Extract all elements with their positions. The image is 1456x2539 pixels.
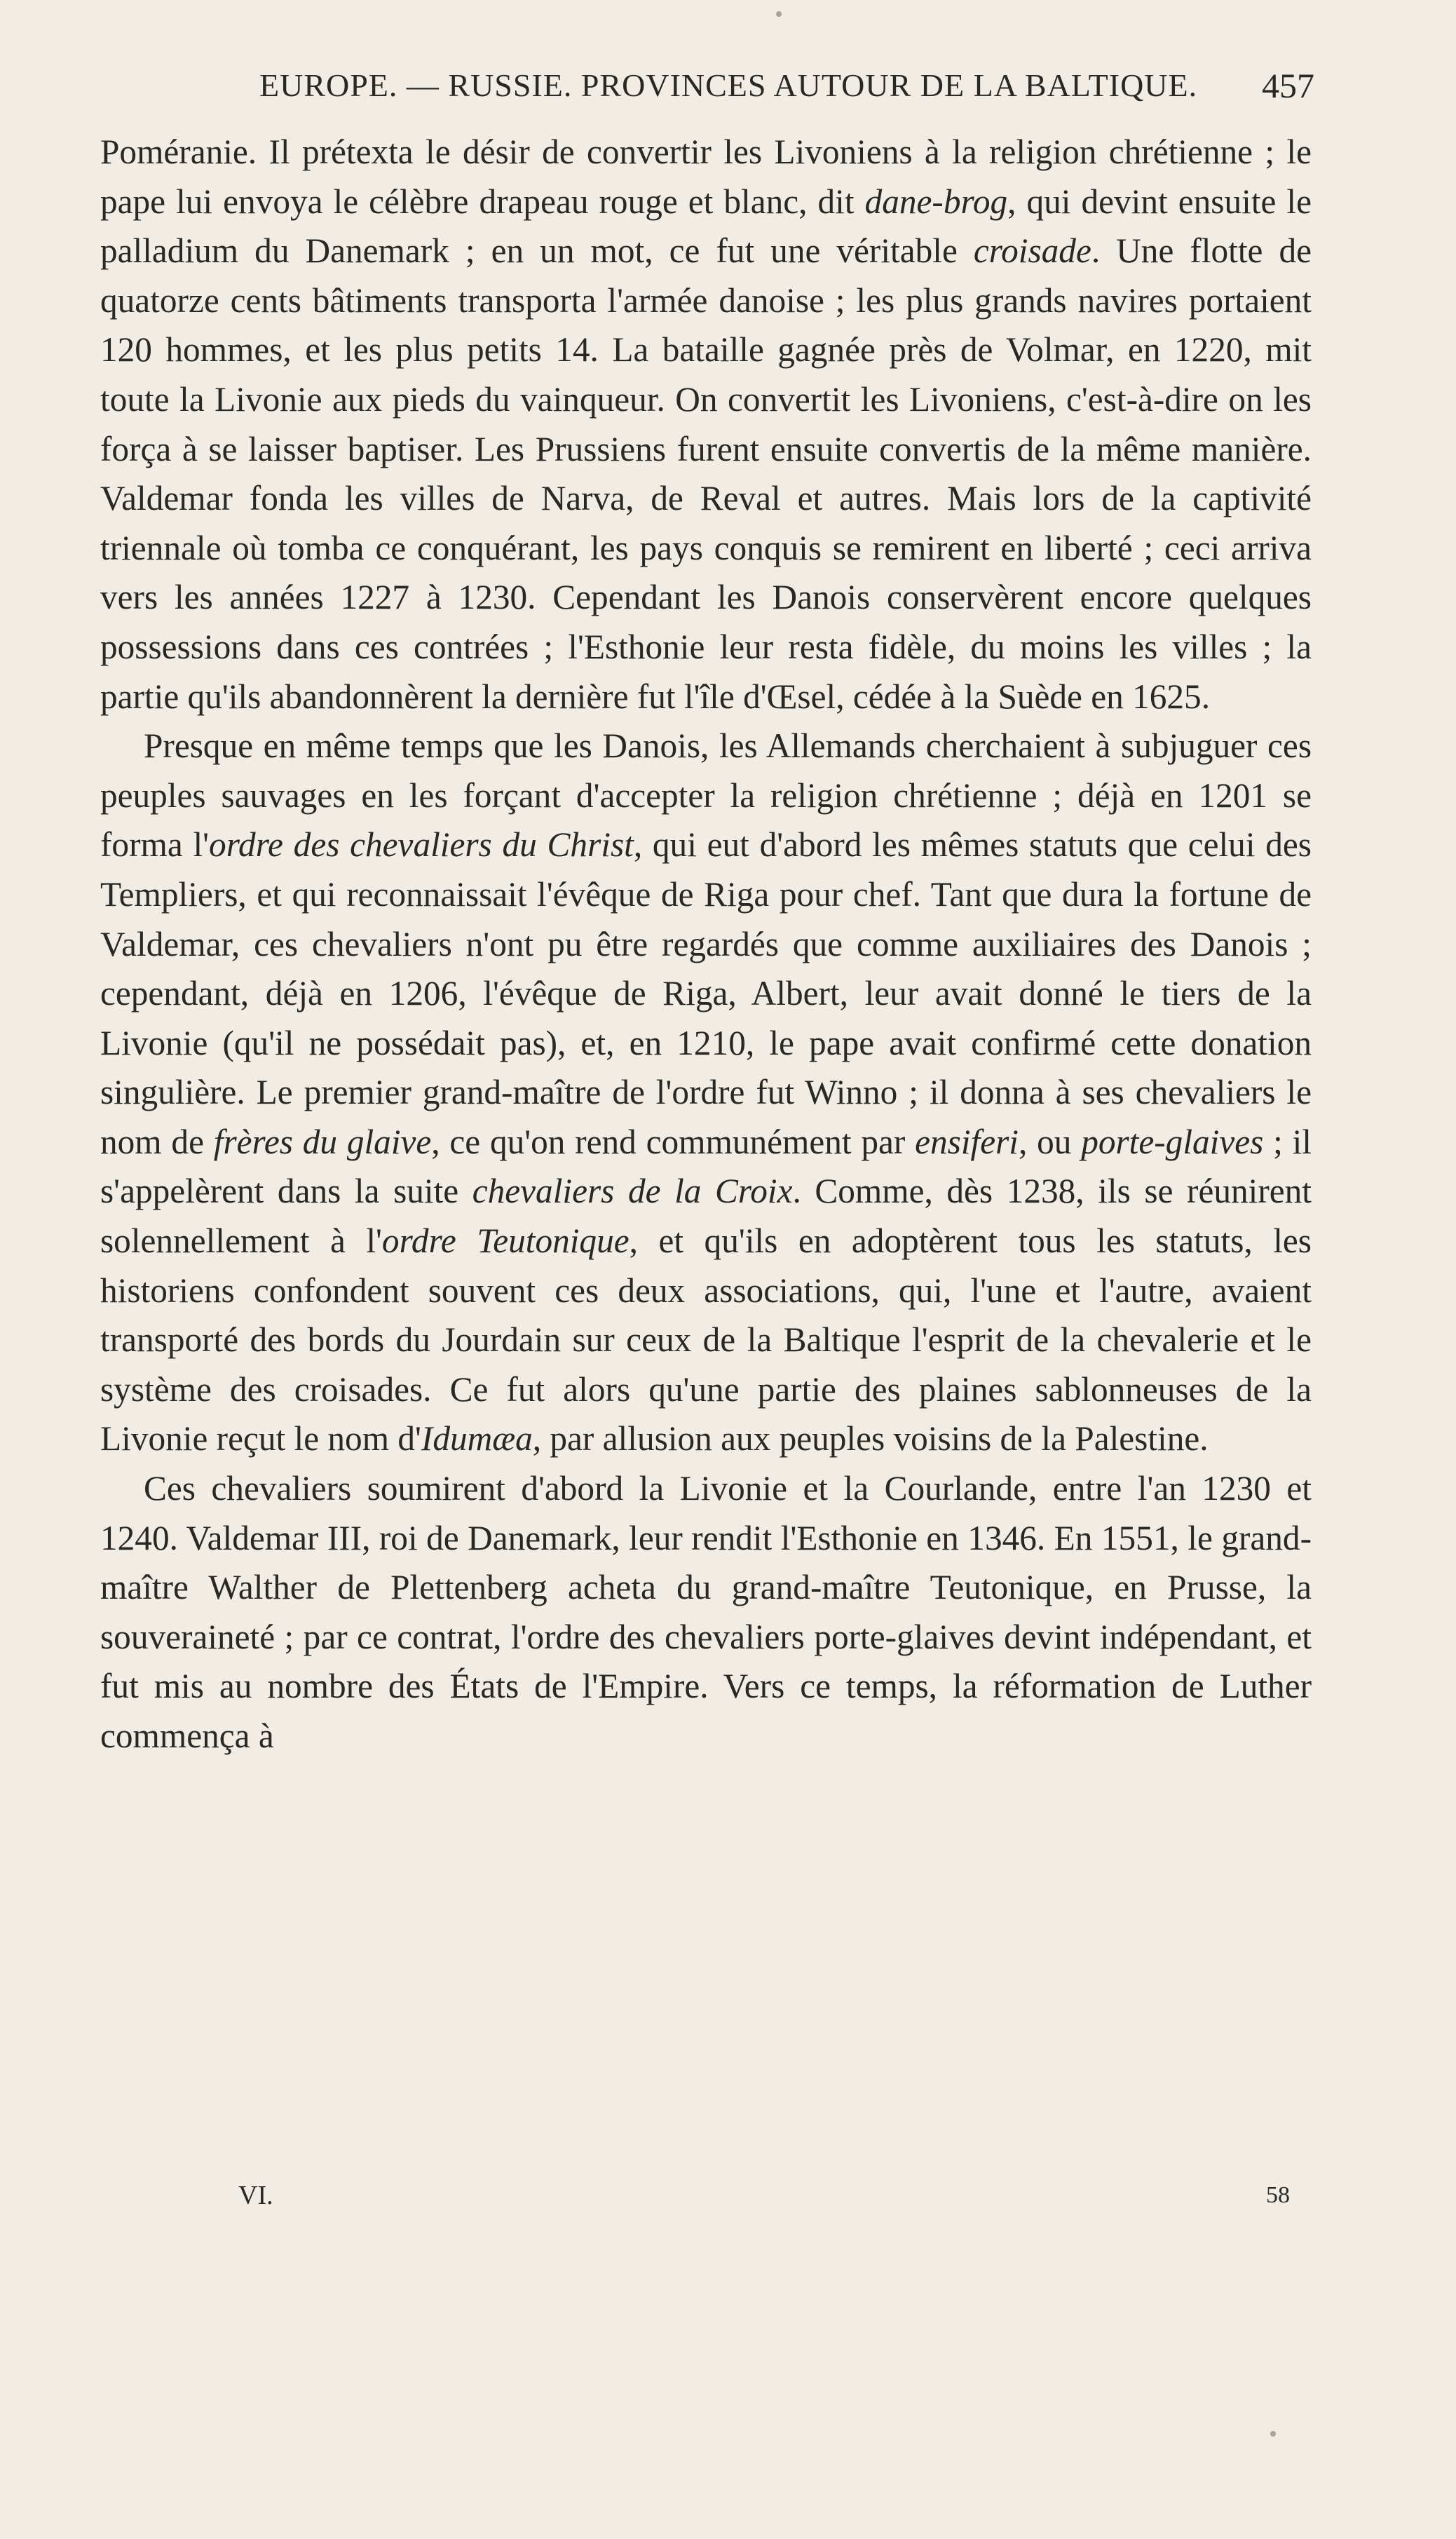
text-run: , qui eut d'abord les mêmes statuts que celui des Templiers, et qui reconnaissait l'évêque de Riga pour chef. Tant que dura la fortune de Valdemar, ces chevaliers n'ont pu être regardés que comme auxiliaires des Danois ; cependant, déjà en 1206, l'évêque de Riga, Albert, leur avait donné le tiers de la Livonie (qu'il ne possédait pas), et, en 1210, le pape avait confirmé cette donation singulière. Le premier grand-maître de l'ordre fut Winno ; il donna à ses chevaliers le nom de — [100, 825, 1312, 1161]
paper-speck — [776, 11, 782, 17]
paragraph-3 — [100, 1464, 1312, 1761]
italic-run: frères du glaive — [213, 1122, 432, 1161]
text-run: , et qu'ils en adoptèrent tous les statuts, les historiens confondent souvent ces deux associations, qui, l'une et l'autre, avaient transporté des bords du Jourdain sur ceux de la Baltique l'esprit de la chevalerie et le système des croisades. Ce fut alors qu'une partie des plaines sablonneuses de la Livonie reçut le nom d' — [100, 1221, 1312, 1458]
italic-run: ordre Teutonique — [381, 1221, 630, 1261]
text-run: Poméranie. Il prétexta le désir de convertir les Livoniens à la religion chrétienne ; le pape lui envoya le célèbre drapeau rouge et blanc, dit — [100, 133, 1312, 221]
paragraph-2 — [100, 722, 1312, 1464]
text-run: . Une flotte de quatorze cents bâtiments transporta l'armée danoise ; les plus grands navires portaient 120 hommes, et les plus petits 14. La bataille gagnée près de Volmar, en 1220, mit toute la Livonie aux pieds du vainqueur. On convertit les Livoniens, c'est-à-dire on les força à se laisser baptiser. Les Prussiens furent ensuite convertis de la même manière. Valdemar fonda les villes de Narva, de Reval et autres. Mais lors de la captivité triennale où tomba ce conquérant, les pays conquis se remirent en liberté ; ceci arriva vers les années 1227 à 1230. Cependant les Danois conservèrent encore quelques possessions dans ces contrées ; l'Esthonie leur resta fidèle, du moins les villes ; la partie qu'ils abandonnèrent la dernière fut l'île d'Œsel, cédée à la Suède en 1625. — [100, 231, 1312, 716]
page-number: 457 — [1262, 66, 1314, 105]
text-run: ; il s'appelèrent dans la suite — [100, 1122, 1312, 1211]
italic-run: Idumæa — [421, 1419, 533, 1458]
italic-run: ensiferi — [915, 1122, 1019, 1161]
sheet-signature: 58 — [1266, 2182, 1290, 2208]
paragraph-1 — [100, 128, 1312, 722]
page-header — [238, 62, 1314, 111]
text-run: , ou — [1018, 1122, 1082, 1161]
italic-run: dane-brog — [864, 182, 1008, 221]
body-text — [100, 128, 1312, 1761]
italic-run: porte-glaives — [1081, 1122, 1264, 1161]
italic-run: chevaliers de la Croix — [472, 1172, 793, 1211]
running-head: EUROPE. — RUSSIE. PROVINCES AUTOUR DE LA BALTIQUE. — [259, 67, 1198, 103]
text-run: , ce qu'on rend communément par — [431, 1122, 916, 1161]
paper-speck — [1270, 2431, 1276, 2437]
text-run: Ces chevaliers soumirent d'abord la Livonie et la Courlande, entre l'an 1230 et 1240. Valdemar III, roi de Danemark, leur rendit l'Esthonie en 1346. En 1551, le grand-maître Walther de Plettenberg acheta du grand-maître Teutonique, en Prusse, la souveraineté ; par ce contrat, l'ordre des chevaliers porte-glaives devint indépendant, et fut mis au nombre des États de l'Empire. Vers ce temps, la réformation de Luther commença à — [100, 1469, 1312, 1755]
text-run: . Comme, dès 1238, ils se réunirent solennellement à l' — [100, 1172, 1312, 1261]
text-run: , qui devint ensuite le palladium du Danemark ; en un mot, ce fut une véritable — [100, 182, 1312, 271]
italic-run: ordre des chevaliers du Christ — [209, 825, 634, 865]
italic-run: croisade — [973, 231, 1091, 271]
volume-signature: VI. — [238, 2181, 273, 2210]
text-run: , par allusion aux peuples voisins de la Palestine. — [532, 1419, 1209, 1458]
text-run: Presque en même temps que les Danois, les Allemands cherchaient à subjuguer ces peuples sauvages en les forçant d'accepter la religion chrétienne ; déjà en 1201 se forma l' — [100, 726, 1312, 865]
page-footer — [238, 2178, 1290, 2220]
